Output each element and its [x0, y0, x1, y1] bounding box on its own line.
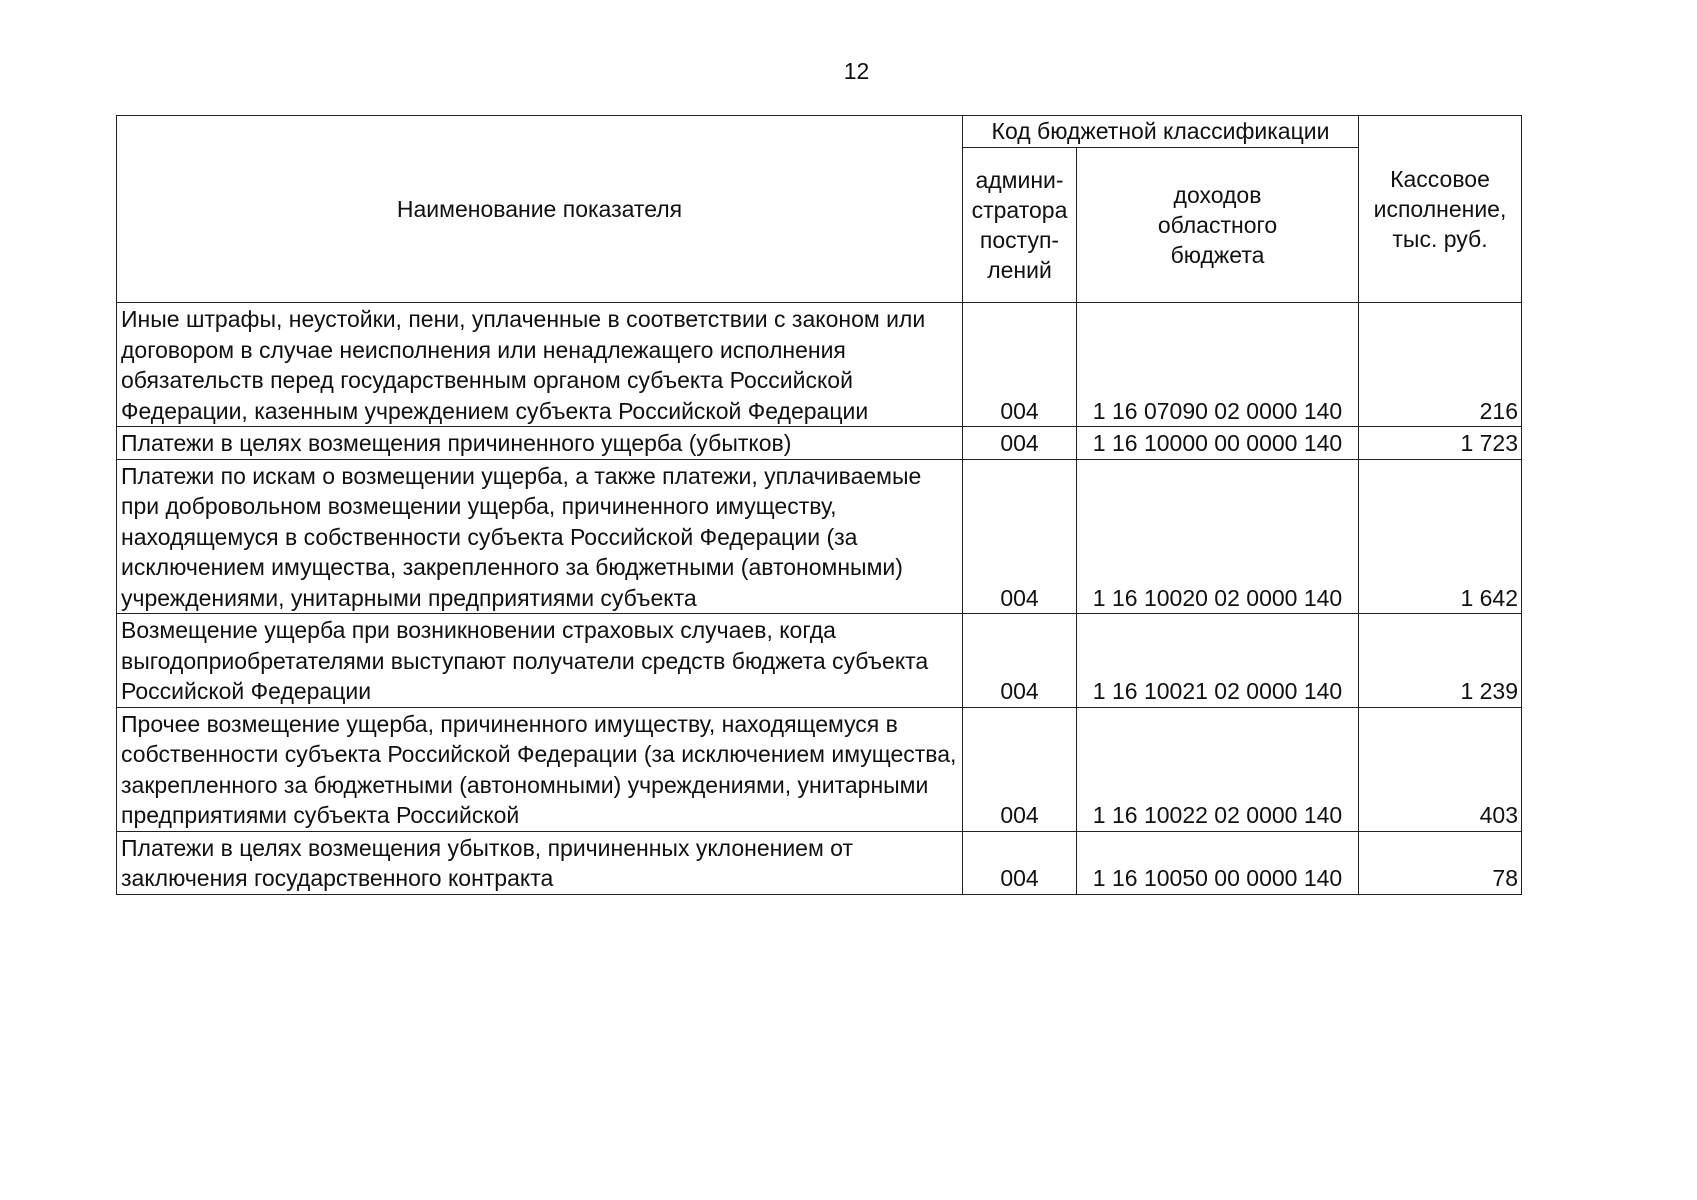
table-row — [117, 459, 1522, 614]
row-amount: 1 723 — [1359, 427, 1522, 460]
row-name: Иные штрафы, неустойки, пени, уплаченные в соответствии с законом или договором в случае неисполнения или ненадлежащего исполнения обязательств перед государственным органом субъекта Российской Федерации, казенным учреждением субъекта Российской Федерации — [117, 303, 963, 427]
row-amount: 1 642 — [1359, 459, 1522, 614]
row-budget-code: 1 16 10022 02 0000 140 — [1077, 707, 1359, 831]
table-row — [117, 303, 1522, 427]
row-admin-code: 004 — [963, 831, 1077, 894]
row-name: Прочее возмещение ущерба, причиненного имуществу, находящемуся в собственности субъекта Российской Федерации (за исключением имущества, закрепленного за бюджетными (автономными) учреждениями, унитарными предприятиями субъекта Российской — [117, 707, 963, 831]
row-name: Возмещение ущерба при возникновении страховых случаев, когда выгодоприобретателями выступают получатели средств бюджета субъекта Российской Федерации — [117, 614, 963, 708]
row-amount: 78 — [1359, 831, 1522, 894]
table-row — [117, 427, 1522, 460]
row-admin-code: 004 — [963, 427, 1077, 460]
row-budget-code: 1 16 10050 00 0000 140 — [1077, 831, 1359, 894]
row-amount: 403 — [1359, 707, 1522, 831]
row-amount: 216 — [1359, 303, 1522, 427]
row-admin-code: 004 — [963, 459, 1077, 614]
row-admin-code: 004 — [963, 614, 1077, 708]
header-income: доходов областного бюджета — [1077, 148, 1359, 303]
page-number: 12 — [843, 58, 870, 84]
row-admin-code: 004 — [963, 303, 1077, 427]
header-code-group: Код бюджетной классификации — [963, 116, 1359, 148]
row-budget-code: 1 16 10021 02 0000 140 — [1077, 614, 1359, 708]
row-name: Платежи по искам о возмещении ущерба, а также платежи, уплачиваемые при добровольном возмещении ущерба, причиненного имуществу, находящемуся в собственности субъекта Российской Федерации (за исключением имущества, закрепленного за бюджетными (автономными) учреждениями, унитарными предприятиями субъекта — [117, 459, 963, 614]
row-amount: 1 239 — [1359, 614, 1522, 708]
row-name: Платежи в целях возмещения причиненного ущерба (убытков) — [117, 427, 963, 460]
table-row — [117, 831, 1522, 894]
table-row — [117, 614, 1522, 708]
header-amount: Кассовое исполнение, тыс. руб. — [1359, 116, 1522, 303]
row-budget-code: 1 16 10020 02 0000 140 — [1077, 459, 1359, 614]
row-budget-code: 1 16 10000 00 0000 140 — [1077, 427, 1359, 460]
budget-table — [116, 115, 1522, 895]
table-row — [117, 707, 1522, 831]
row-budget-code: 1 16 07090 02 0000 140 — [1077, 303, 1359, 427]
header-name: Наименование показателя — [117, 116, 963, 303]
row-name: Платежи в целях возмещения убытков, причиненных уклонением от заключения государственного контракта — [117, 831, 963, 894]
header-row — [117, 116, 1522, 148]
row-admin-code: 004 — [963, 707, 1077, 831]
header-admin: админи- стратора поступ- лений — [963, 148, 1077, 303]
